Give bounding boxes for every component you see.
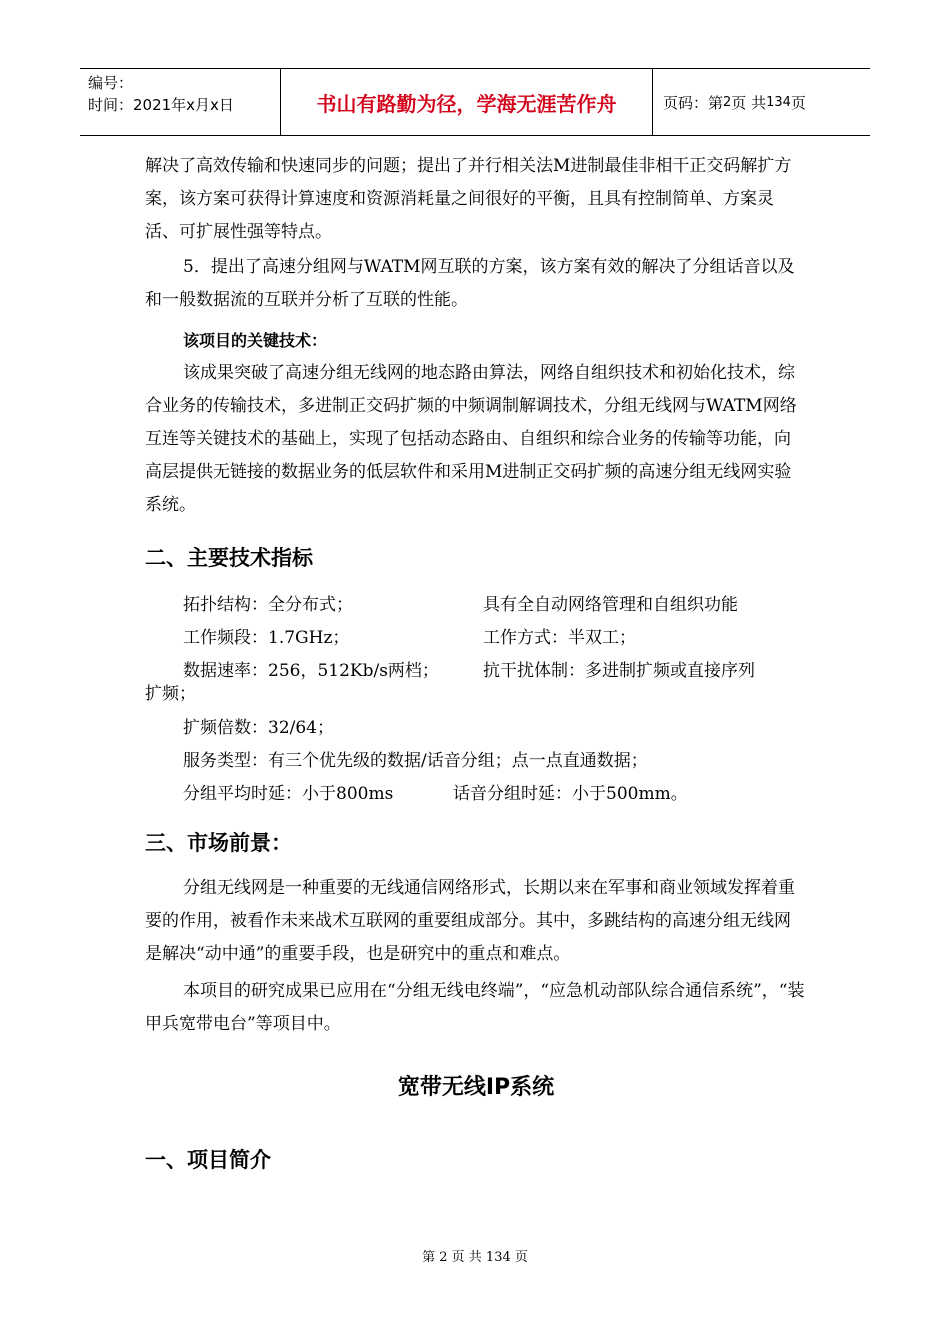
spec-mode: 工作方式：半双工；: [483, 628, 636, 648]
key-tech-label: 该项目的关键技术：: [183, 331, 328, 350]
spec-spread-factor: 扩频倍数：32/64；: [183, 718, 334, 738]
header-motto: 书山有路勤为径，学海无涯苦作舟: [281, 69, 653, 135]
header-meta: [80, 69, 281, 135]
section-title-specs: 二、主要技术指标: [145, 546, 313, 570]
spec-data-rate: 数据速率：256，512Kb/s两档；: [183, 661, 439, 681]
paragraph-continued: 解决了高效传输和快速同步的问题；提出了并行相关法M进制最佳非相干正交码解扩方案，该方案可获得计算速度和资源消耗量之间很好的平衡，且具有控制简单、方案灵活、可扩展性强等特点。: [145, 156, 792, 242]
spec-topology: 拓扑结构：全分布式；: [183, 595, 353, 615]
document-title: 宽带无线IP系统: [397, 1075, 555, 1100]
date-label: 时间：2021年x月x日: [88, 96, 234, 114]
spec-row: [145, 589, 807, 622]
paragraph-market: 分组无线网是一种重要的无线通信网络形式，长期以来在军事和商业领域发挥着重要的作用，被看作未来战术互联网的重要组成部分。其中，多跳结构的高速分组无线网是解决“动中通”的重要手段，也是研究中的重点和难点。: [145, 878, 795, 964]
page-total: 134: [766, 94, 791, 110]
paragraph-item-5: 5．提出了高速分组网与WATM网互联的方案，该方案有效的解决了分组话音以及和一般数据流的互联并分析了互联的性能。: [145, 257, 795, 310]
page-footer: 第 2 页 共 134 页: [422, 1250, 528, 1265]
page-prefix: 页码：第: [663, 93, 724, 112]
spec-row: [145, 622, 807, 655]
spec-list: [145, 589, 807, 811]
spec-service-type: 服务类型：有三个优先级的数据/话音分组；点一点直通数据；: [183, 751, 648, 771]
serial-label: 编号：: [88, 74, 134, 92]
spec-row: [145, 778, 807, 811]
spec-frequency: 工作频段：1.7GHz；: [183, 628, 350, 648]
page-header: [80, 68, 870, 136]
document-body: [145, 150, 807, 1177]
spec-voice-delay: 话音分组时延：小于500mm。: [453, 784, 688, 804]
spec-row: [145, 655, 807, 688]
section-title-market: 三、市场前景：: [145, 831, 292, 855]
paragraph-applications: 本项目的研究成果已应用在“分组无线电终端”，“应急机动部队综合通信系统”，“装甲兵宽带电台”等项目中。: [145, 981, 805, 1034]
spec-anti-jamming: 抗干扰体制：多进制扩频或直接序列: [483, 661, 755, 681]
page-suffix: 页: [790, 93, 806, 112]
header-page-info: [653, 69, 870, 135]
paragraph-key-tech: 该成果突破了高速分组无线网的地态路由算法，网络自组织技术和初始化技术，综合业务的传输技术，多进制正交码扩频的中频调制解调技术，分组无线网与WATM网络互连等关键技术的基础上，实现了包括动态路由、自组织和综合业务的传输等功能，向高层提供无链接的数据业务的低层软件和采用M进制正交码扩频的高速分组无线网实验系统。: [145, 363, 797, 515]
section-title-intro: 一、项目简介: [145, 1148, 271, 1172]
spec-packet-delay: 分组平均时延：小于800ms: [183, 784, 394, 804]
page-number: 2: [723, 94, 732, 110]
spec-management: 具有全自动网络管理和自组织功能: [483, 595, 738, 615]
page-mid: 页 共: [731, 93, 767, 112]
spec-anti-jamming-continued: 扩频；: [145, 684, 196, 704]
